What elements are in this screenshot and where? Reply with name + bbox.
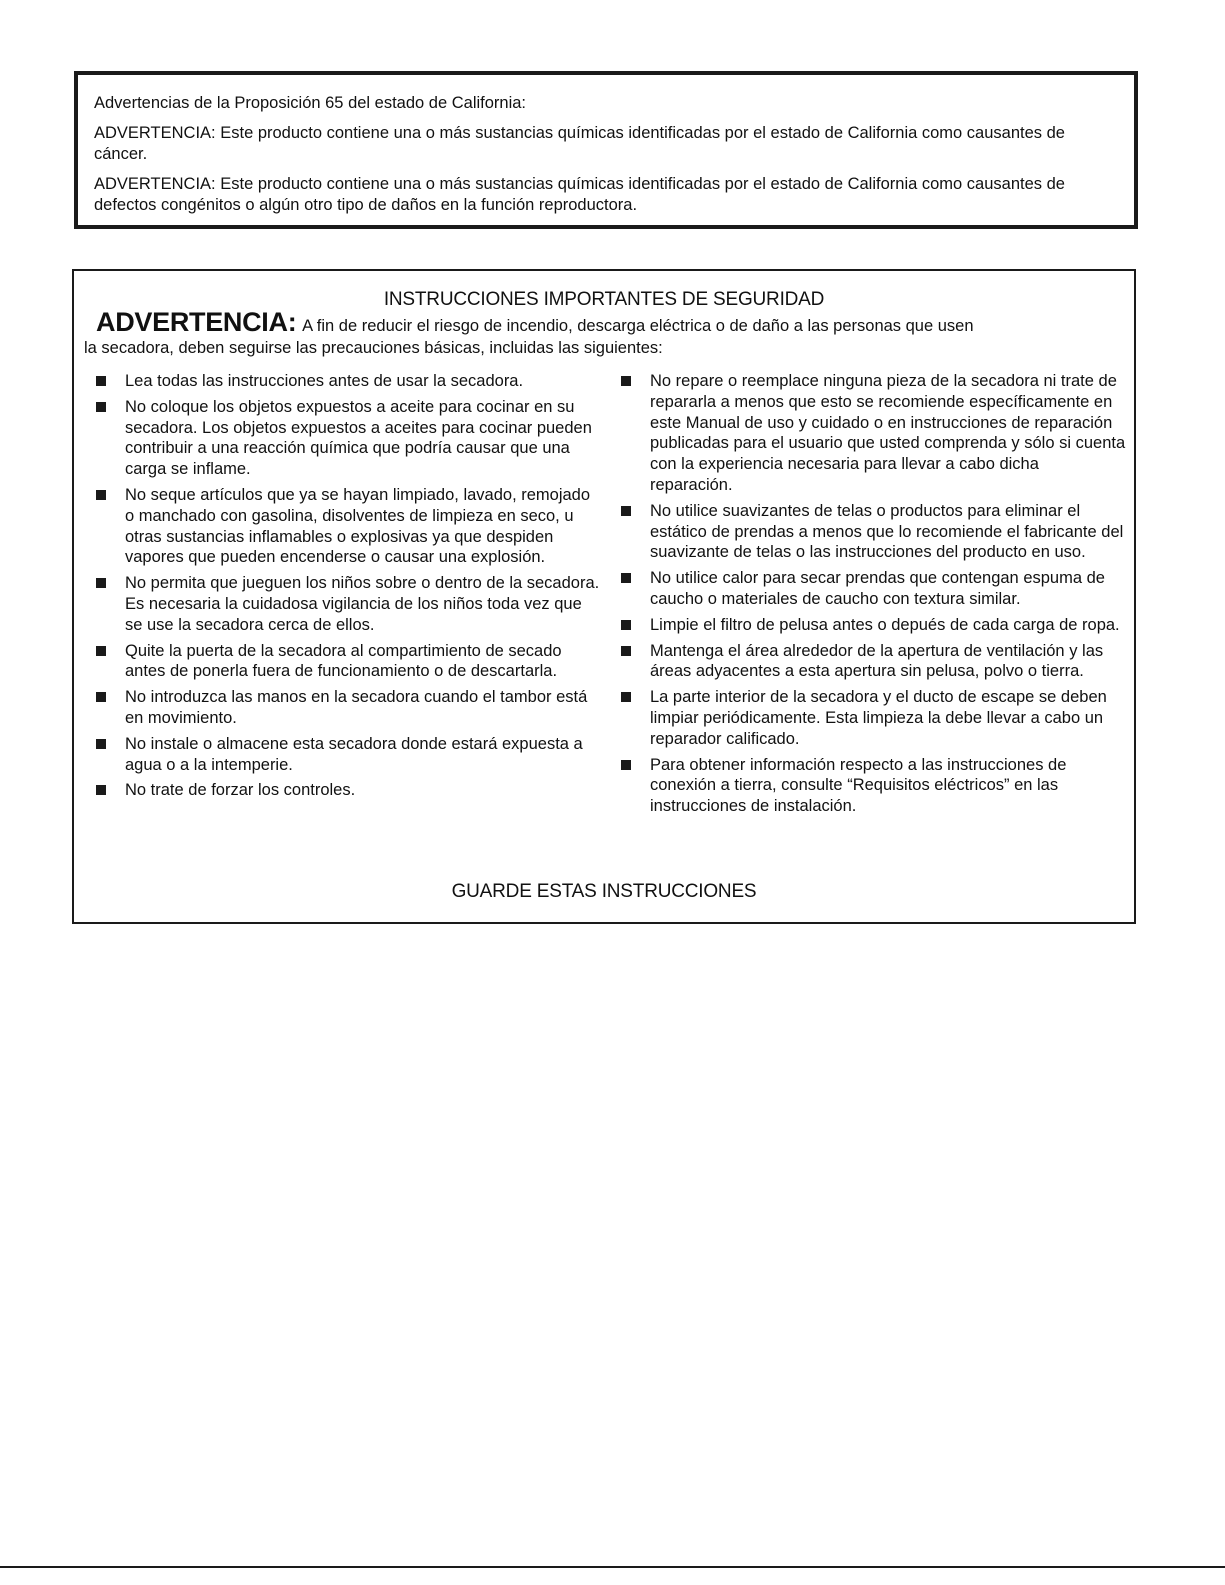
list-item	[621, 755, 1126, 817]
list-item-text: Lea todas las instrucciones antes de usar la secadora.	[125, 372, 524, 390]
safety-instructions-box	[72, 269, 1136, 924]
left-instructions-column	[96, 371, 601, 806]
list-item	[96, 573, 601, 635]
square-bullet-icon	[96, 646, 106, 656]
square-bullet-icon	[96, 578, 106, 588]
list-item-text: Mantenga el área alrededor de la apertura de ventilación y las áreas adyacentes a esta apertura sin pelusa, polvo o tierra.	[650, 641, 1104, 681]
square-bullet-icon	[96, 739, 106, 749]
page-bottom-rule	[0, 1566, 1225, 1568]
list-item-text: La parte interior de la secadora y el ducto de escape se deben limpiar periódicamente. Esta limpieza la debe llevar a cabo un reparador calificado.	[650, 688, 1107, 748]
list-item-text: Para obtener información respecto a las instrucciones de conexión a tierra, consulte “Requisitos eléctricos” en las instrucciones de instalación.	[650, 755, 1067, 816]
square-bullet-icon	[96, 692, 106, 702]
warning-intro	[84, 307, 1104, 359]
list-item-text: No coloque los objetos expuestos a aceite para cocinar en su secadora. Los objetos expuestos a aceites para cocinar pueden contribuir a una reacción química que podría causar que una carga se inflame.	[125, 397, 592, 479]
prop65-warning-cancer: ADVERTENCIA: Este producto contiene una o más sustancias químicas identificadas por el estado de California como causantes de cáncer.	[94, 124, 1065, 163]
prop65-heading: Advertencias de la Proposición 65 del estado de California:	[94, 94, 527, 112]
square-bullet-icon	[621, 620, 631, 630]
square-bullet-icon	[96, 785, 106, 795]
list-item	[621, 371, 1126, 496]
list-item-text: No trate de forzar los controles.	[125, 781, 356, 800]
list-item-text: No permita que jueguen los niños sobre o dentro de la secadora. Es necesaria la cuidadosa vigilancia de los niños toda vez que se use la secadora cerca de ellos.	[125, 574, 600, 634]
square-bullet-icon	[621, 760, 631, 770]
warning-text-line1: A fin de reducir el riesgo de incendio, descarga eléctrica o de daño a las personas que usen	[302, 317, 974, 335]
square-bullet-icon	[96, 490, 106, 500]
list-item	[621, 615, 1126, 636]
list-item-text: No introduzca las manos en la secadora cuando el tambor está en movimiento.	[125, 688, 588, 727]
list-item	[96, 780, 601, 801]
list-item	[96, 371, 601, 392]
list-item	[96, 641, 601, 683]
list-item-text: No seque artículos que ya se hayan limpiado, lavado, remojado o manchado con gasolina, disolventes de limpieza en seco, u otras sustancias inflamables o explosivas ya que despiden vapores que pueden encenderse o causar una explosión.	[125, 485, 591, 567]
list-item	[96, 397, 601, 480]
list-item	[621, 641, 1126, 683]
square-bullet-icon	[621, 692, 631, 702]
safety-title: INSTRUCCIONES IMPORTANTES DE SEGURIDAD	[383, 289, 825, 310]
square-bullet-icon	[621, 506, 631, 516]
list-item	[96, 734, 601, 776]
square-bullet-icon	[96, 376, 106, 386]
list-item-text: No repare o reemplace ninguna pieza de la secadora ni trate de repararla a menos que esto se recomiende específicamente en este Manual de uso y cuidado o en instrucciones de reparación publicadas para el usuario que usted comprenda y sólo si cuenta con la experiencia necesaria para llevar a cabo dicha reparación.	[650, 372, 1126, 494]
list-item-text: Limpie el filtro de pelusa antes o depués de cada carga de ropa.	[650, 615, 1120, 634]
square-bullet-icon	[621, 573, 631, 583]
warning-word: ADVERTENCIA:	[96, 307, 297, 337]
square-bullet-icon	[96, 402, 106, 412]
list-item	[621, 687, 1126, 749]
list-item	[96, 485, 601, 568]
prop65-warning-reproductive: ADVERTENCIA: Este producto contiene una o más sustancias químicas identificadas por el estado de California como causantes de defectos congénitos o algún otro tipo de daños en la función reproductora.	[94, 175, 1065, 214]
list-item-text: No utilice calor para secar prendas que contengan espuma de caucho o materiales de caucho con textura similar.	[650, 569, 1105, 608]
warning-text-line2: la secadora, deben seguirse las precauciones básicas, incluidas las siguientes:	[84, 339, 663, 357]
list-item	[621, 568, 1126, 610]
prop65-warning-box	[74, 71, 1138, 229]
square-bullet-icon	[621, 646, 631, 656]
save-instructions-footer: GUARDE ESTAS INSTRUCCIONES	[451, 881, 757, 902]
list-item	[621, 501, 1126, 563]
right-instructions-column	[621, 371, 1126, 822]
list-item-text: No utilice suavizantes de telas o productos para eliminar el estático de prendas a menos que lo recomiende el fabricante del suavizante de telas o las instrucciones del producto en uso.	[650, 501, 1124, 562]
square-bullet-icon	[621, 376, 631, 386]
list-item-text: No instale o almacene esta secadora donde estará expuesta a agua o a la intemperie.	[125, 734, 583, 774]
list-item-text: Quite la puerta de la secadora al compartimiento de secado antes de ponerla fuera de funcionamiento o de descartarla.	[125, 641, 562, 681]
list-item	[96, 687, 601, 729]
